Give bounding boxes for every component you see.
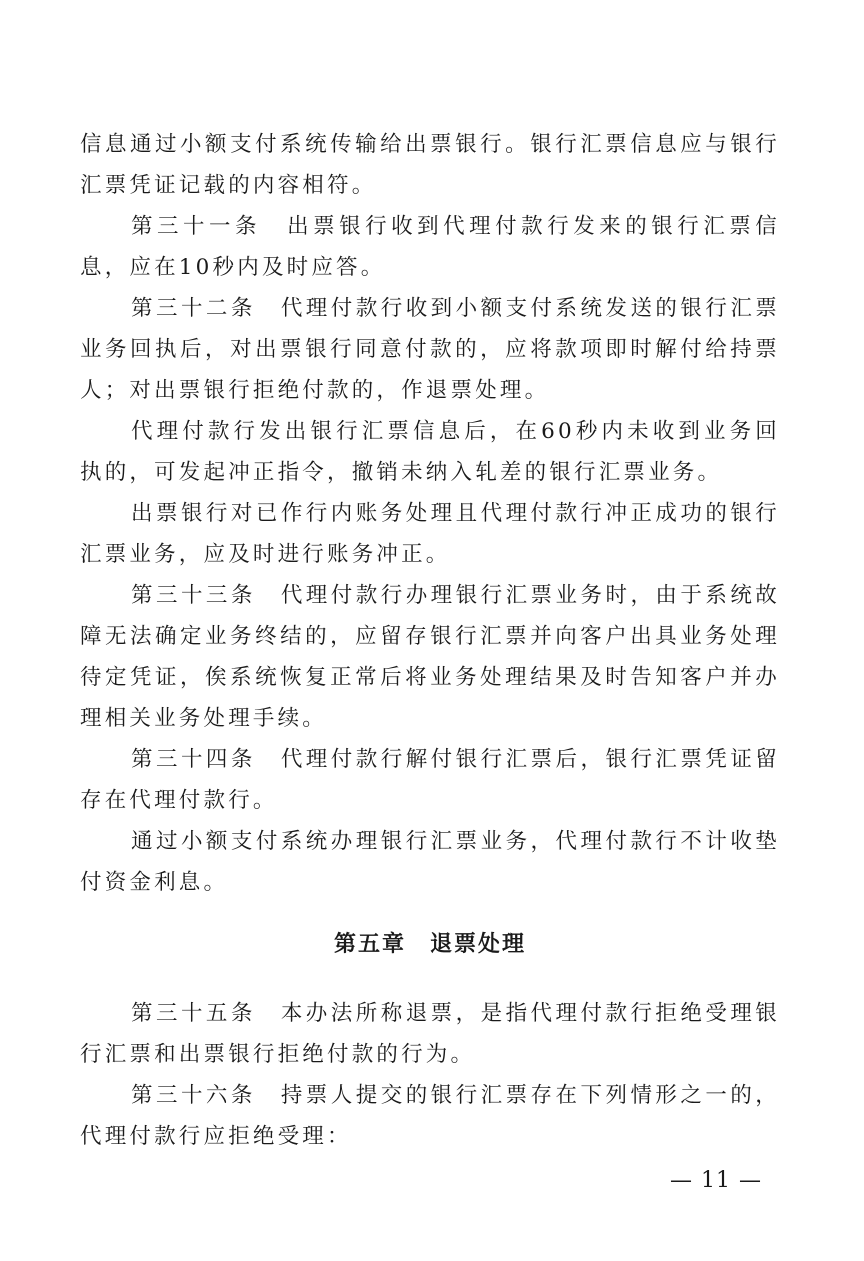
page-number: — 11 — bbox=[670, 1168, 762, 1193]
paragraph: 代理付款行发出银行汇票信息后，在60秒内未收到业务回执的，可发起冲正指令，撤销未纳入轧差的银行汇票业务。 bbox=[80, 419, 780, 485]
chapter-number: 第五章 bbox=[333, 931, 406, 957]
paragraph: 信息通过小额支付系统传输给出票银行。银行汇票信息应与银行汇票凭证记载的内容相符。 bbox=[80, 132, 780, 198]
article-31-paragraph: 第三十一条 出票银行收到代理付款行发来的银行汇票信息，应在10秒内及时应答。 bbox=[80, 214, 780, 280]
body-after-chapter bbox=[80, 993, 780, 1157]
article-32-paragraph: 第三十二条 代理付款行收到小额支付系统发送的银行汇票业务回执后，对出票银行同意付款的，应将款项即时解付给持票人；对出票银行拒绝付款的，作退票处理。 bbox=[80, 296, 780, 403]
chapter-heading bbox=[80, 913, 780, 975]
chapter-title: 退票处理 bbox=[430, 931, 527, 957]
document-page bbox=[80, 124, 780, 1157]
paragraph: 通过小额支付系统办理银行汇票业务，代理付款行不计收垫付资金利息。 bbox=[80, 829, 780, 895]
body-before-chapter bbox=[80, 124, 780, 903]
article-34-paragraph: 第三十四条 代理付款行解付银行汇票后，银行汇票凭证留存在代理付款行。 bbox=[80, 747, 780, 813]
article-35-paragraph: 第三十五条 本办法所称退票，是指代理付款行拒绝受理银行汇票和出票银行拒绝付款的行为。 bbox=[80, 1001, 780, 1067]
paragraph: 出票银行对已作行内账务处理且代理付款行冲正成功的银行汇票业务，应及时进行账务冲正。 bbox=[80, 501, 780, 567]
article-33-paragraph: 第三十三条 代理付款行办理银行汇票业务时，由于系统故障无法确定业务终结的，应留存银行汇票并向客户出具业务处理待定凭证，俟系统恢复正常后将业务处理结果及时告知客户并办理相关业务处理手续。 bbox=[80, 583, 780, 731]
article-36-paragraph: 第三十六条 持票人提交的银行汇票存在下列情形之一的，代理付款行应拒绝受理： bbox=[80, 1083, 780, 1149]
